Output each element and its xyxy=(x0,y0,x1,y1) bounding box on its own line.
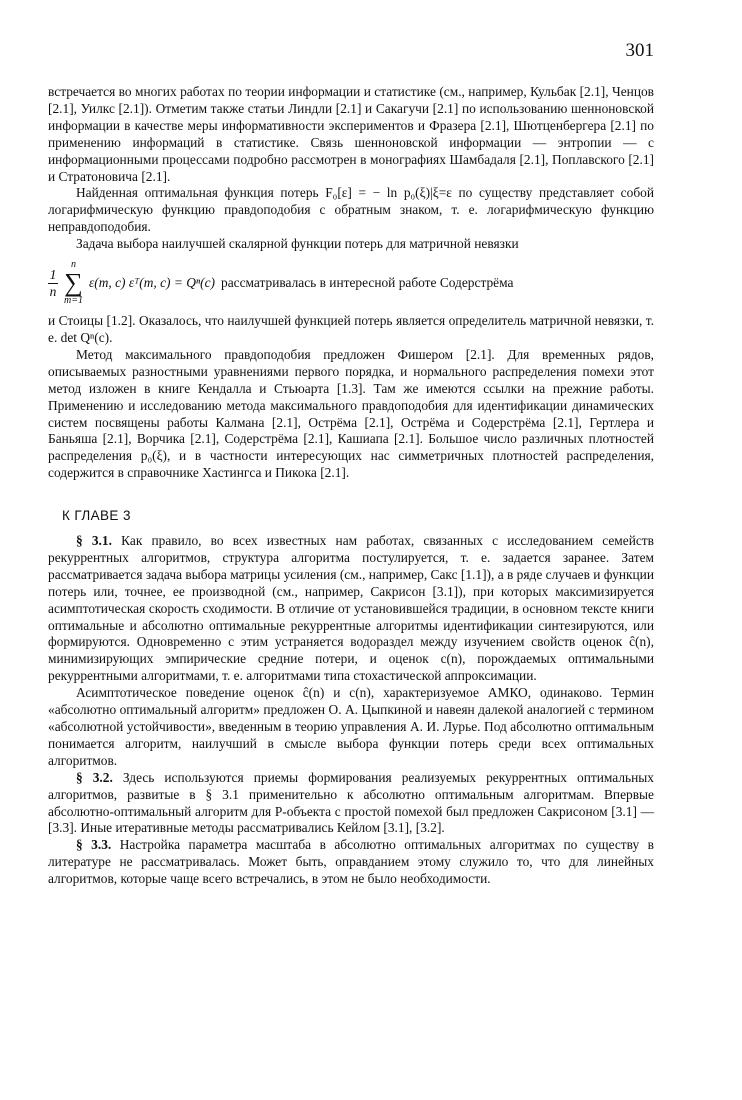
section-marker: § 3.1. xyxy=(76,533,112,549)
paragraph-continuation: встречается во многих работах по теории информации и статистике (см., например, Кульбак [2.1], Ченцов [2.1], Уилкс [2.1]). Отметим также статьи Линдли [2.1] и Сакагучи [2.1] по использованию шенноновской информации в качестве меры информативности экспериментов и Фразера [2.1], Шютценбергера [2.1] по применению информаций в статистике. Связь шенноновской информации — энтропии — с информационными процессами подробно рассмотрен в монографиях Шамбадаля [2.1], Поплавского [2.1] и Стратоновича [2.1]. xyxy=(48,84,654,184)
formula-line xyxy=(48,255,654,311)
paragraph-continuation: и Стоицы [1.2]. Оказалось, что наилучшей функцией потерь является определитель матричной невязки, т. е. det Qⁿ(c). xyxy=(48,313,654,345)
paragraph: Задача выбора наилучшей скалярной функции потерь для матричной невязки xyxy=(76,236,519,252)
section-text: Как правило, во всех известных нам работах, связанных с исследованием семейств рекуррентных алгоритмов, структура алгоритма постулируется, т. е. задается заранее. Затем рассматривается задача выбора матрицы усиления (см., например, Сакс [1.1]), а в ряде случаев и функции потерь или, точнее, ее производной (см., например, Сакрисон [3.1]), при которых максимизируется асимптотическая скорость сходимости. В отличие от установившейся традиции, в основном тексте книги оптимальные и абсолютно оптимальные рекуррентные алгоритмы идентификации синтезируются, или формируются. Одновременно с этим устраняется водораздел между изучением свойств оценок ĉ(n), минимизирующих эмпирические средние потери, и оценок c(n), порождаемых оптимальными рекуррентными алгоритмами, т. е. алгоритмами типа стохастической аппроксимации. xyxy=(48,533,654,684)
section-marker: § 3.3. xyxy=(76,837,112,853)
sum-lower-limit: m=1 xyxy=(64,295,83,307)
section-3-3-paragraph xyxy=(48,837,654,888)
formula-expression: ε(m, c) εᵀ(m, c) = Qⁿ(c) xyxy=(88,274,215,290)
section-3-2-paragraph xyxy=(48,770,654,838)
sum-symbol: ∑ xyxy=(64,268,83,298)
sum-upper-limit: n xyxy=(70,259,76,271)
page-number: 301 xyxy=(625,40,654,61)
paragraph: Асимптотическое поведение оценок ĉ(n) и c(n), характеризуемое АМКО, одинаково. Термин «абсолютно оптимальный алгоритм» предложен О. А. Цыпкиной и навеян далекой аналогией с термином «абсолютной устойчивости», введенным в теорию управления А. И. Лурье. Под абсолютно оптимальным понимается алгоритм, наилучший в смысле выбора функции потерь среди всех оптимальных алгоритмов. xyxy=(48,685,654,768)
paragraph: Найденная оптимальная функция потерь F₀[ε] = − ln p₀(ξ)|ξ=ε по существу представляет собой логарифмическую функцию правдоподобия с обратным знаком, т. е. логарифмическую функцию неправдоподобия. xyxy=(48,185,654,235)
body-text xyxy=(48,84,654,888)
section-3-1-paragraph xyxy=(48,533,654,685)
fraction-numerator: 1 xyxy=(49,266,57,282)
fraction xyxy=(48,268,58,299)
section-text: Здесь используются приемы формирования реализуемых рекуррентных оптимальных алгоритмов, развитые в § 3.1 применительно к абсолютно оптимальным алгоритмам. Впервые абсолютно-оптимальный алгоритм для P-объекта с простой помехой был предложен Сакрисоном [3.1] — [3.3]. Иные итеративные методы рассматривались Кейлом [3.1], [3.2]. xyxy=(48,769,654,836)
formula-trailing-text: рассматривалась в интересной работе Содерстрёма xyxy=(221,274,514,290)
fraction-denominator: n xyxy=(49,283,57,299)
paragraph: Метод максимального правдоподобия предложен Фишером [2.1]. Для временных рядов, описываемых разностными уравнениями первого порядка, и нормального распределения помехи этот метод изложен в книге Кендалла и Стьюарта [1.3]. Там же имеются ссылки на прежние работы. Применению и исследованию метода максимального правдоподобия для идентификации динамических систем посвящены работы Калмана [2.1], Острёма [2.1], Острёма и Содерстрёма [2.1], Гертлера и Баньяша [2.1], Ворчика [2.1], Содерстрёма [2.1], Кашиапа [2.1]. Большое число различных плотностей распределения p₀(ξ), и в частности интересующих нас симметричных плотностей распределения, содержится в справочнике Хастингса и Пикока [2.1]. xyxy=(48,346,654,481)
chapter-heading: К ГЛАВЕ 3 xyxy=(62,508,131,524)
section-text: Настройка параметра масштаба в абсолютно оптимальных алгоритмах по существу в литературе не рассматривалась. Может быть, оправданием этому служило то, что для линейных алгоритмов, которые чаще всего встречались, в этом не было необходимости. xyxy=(48,837,654,887)
section-marker: § 3.2. xyxy=(76,769,113,785)
summation xyxy=(64,259,83,307)
